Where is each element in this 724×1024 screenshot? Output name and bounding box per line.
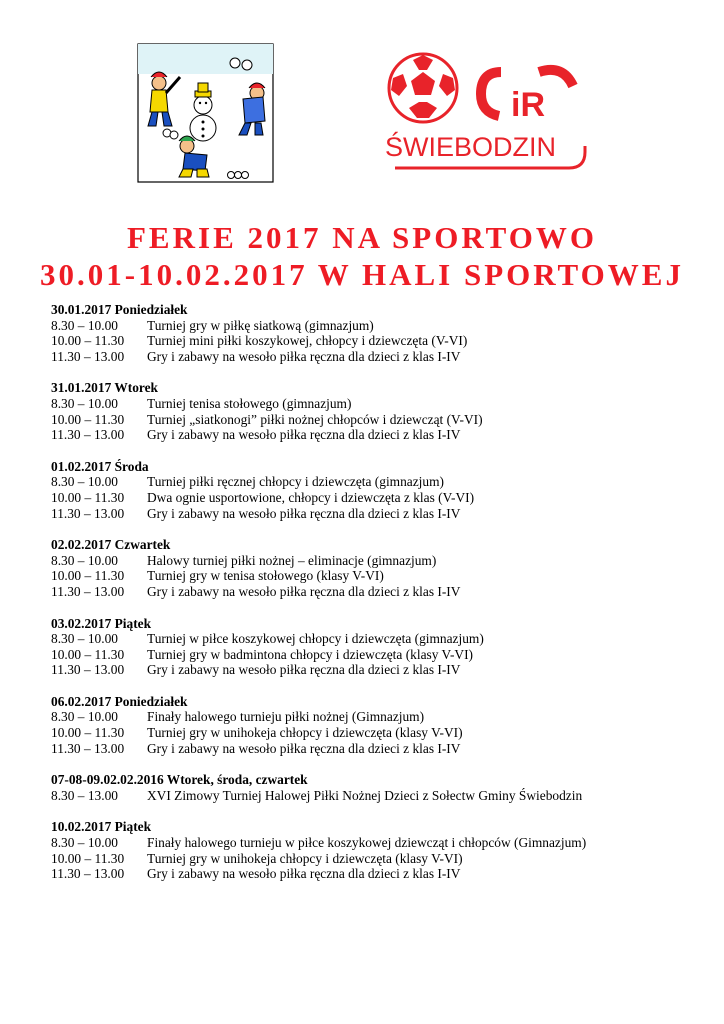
schedule (51, 302, 701, 898)
event-time: 8.30 – 10.00 (51, 631, 118, 647)
event-description: Turniej piłki ręcznej chłopcy i dziewczęta (gimnazjum) (147, 474, 444, 490)
schedule-row (51, 741, 701, 757)
event-time: 11.30 – 13.00 (51, 348, 125, 364)
day-block (51, 694, 701, 756)
event-time: 11.30 – 13.00 (51, 662, 125, 678)
schedule-row (51, 349, 701, 365)
schedule-row (51, 427, 701, 443)
schedule-row (51, 835, 701, 851)
event-time: 8.30 – 10.00 (51, 709, 118, 725)
day-block (51, 616, 701, 678)
event-description: Turniej gry w badmintona chłopcy i dziewczęta (klasy V-VI) (147, 646, 474, 662)
event-description: Turniej gry w piłkę siatkową (gimnazjum) (147, 317, 374, 333)
event-time: 10.00 – 11.30 (51, 411, 125, 427)
event-description: Gry i zabawy na wesoło piłka ręczna dla dzieci z klas I-IV (147, 662, 461, 678)
schedule-row (51, 662, 701, 678)
event-time: 8.30 – 10.00 (51, 552, 118, 568)
event-description: Gry i zabawy na wesoło piłka ręczna dla dzieci z klas I-IV (147, 427, 461, 443)
day-heading: 30.01.2017 Poniedziałek (51, 302, 188, 317)
event-time: 10.00 – 11.30 (51, 489, 125, 505)
event-description: Turniej gry w unihokeja chłopcy i dziewczęta (klasy V-VI) (147, 850, 463, 866)
event-description: Turniej gry w tenisa stołowego (klasy V-VI) (147, 568, 384, 584)
day-block (51, 819, 701, 881)
day-heading: 10.02.2017 Piątek (51, 819, 152, 835)
event-time: 10.00 – 11.30 (51, 850, 125, 866)
winter-kids-snowman-illustration (137, 43, 274, 183)
event-description: Turniej mini piłki koszykowej, chłopcy i dziewczęta (V-VI) (147, 333, 468, 349)
schedule-row (51, 851, 701, 867)
day-heading: 03.02.2017 Piątek (51, 615, 152, 631)
schedule-row (51, 709, 701, 725)
event-description: Turniej gry w unihokeja chłopcy i dziewczęta (klasy V-VI) (147, 725, 463, 741)
event-time: 11.30 – 13.00 (51, 866, 125, 882)
event-time: 11.30 – 13.00 (51, 427, 125, 443)
schedule-row (51, 474, 701, 490)
event-description: Gry i zabawy na wesoło piłka ręczna dla dzieci z klas I-IV (147, 348, 461, 364)
day-block (51, 380, 701, 442)
event-description: Finały halowego turnieju piłki nożnej (Gimnazjum) (147, 709, 425, 725)
event-description: Turniej tenisa stołowego (gimnazjum) (147, 395, 352, 411)
event-time: 10.00 – 11.30 (51, 333, 125, 349)
schedule-row (51, 396, 701, 412)
event-description: Finały halowego turnieju w piłce koszykowej dziewcząt i chłopców (Gimnazjum) (147, 835, 587, 851)
logo-text: ŚWIEBODZIN (385, 132, 557, 162)
schedule-row (51, 568, 701, 584)
schedule-row (51, 725, 701, 741)
event-time: 8.30 – 13.00 (51, 787, 118, 803)
schedule-row (51, 506, 701, 522)
schedule-row (51, 490, 701, 506)
day-block (51, 772, 701, 803)
day-block (51, 537, 701, 599)
event-time: 10.00 – 11.30 (51, 568, 125, 584)
schedule-row (51, 647, 701, 663)
schedule-row (51, 553, 701, 569)
day-heading: 06.02.2017 Poniedziałek (51, 693, 188, 709)
day-block (51, 459, 701, 521)
svg-text:iR: iR (511, 86, 545, 124)
day-heading: 02.02.2017 Czwartek (51, 537, 171, 553)
event-description: Gry i zabawy na wesoło piłka ręczna dla dzieci z klas I-IV (147, 740, 461, 756)
schedule-row (51, 412, 701, 428)
event-time: 10.00 – 11.30 (51, 646, 125, 662)
schedule-row (51, 584, 701, 600)
day-block (51, 302, 701, 364)
event-time: 8.30 – 10.00 (51, 317, 118, 333)
event-description: Gry i zabawy na wesoło piłka ręczna dla dzieci z klas I-IV (147, 583, 461, 599)
schedule-row (51, 631, 701, 647)
event-time: 11.30 – 13.00 (51, 505, 125, 521)
day-heading: 31.01.2017 Wtorek (51, 380, 159, 396)
day-heading: 01.02.2017 Środa (51, 458, 149, 474)
event-time: 8.30 – 10.00 (51, 835, 118, 851)
day-heading: 07-08-09.02.02.2016 Wtorek, środa, czwartek (51, 772, 308, 788)
header (0, 0, 724, 200)
event-description: Turniej w piłce koszykowej chłopcy i dziewczęta (gimnazjum) (147, 631, 484, 647)
event-time: 8.30 – 10.00 (51, 474, 118, 490)
event-description: Halowy turniej piłki nożnej – eliminacje (gimnazjum) (147, 552, 437, 568)
event-time: 8.30 – 10.00 (51, 395, 118, 411)
title-line-1: FERIE 2017 NA SPORTOWO (127, 220, 597, 255)
schedule-row (51, 866, 701, 882)
event-time: 10.00 – 11.30 (51, 725, 125, 741)
event-time: 11.30 – 13.00 (51, 583, 125, 599)
event-description: Turniej „siatkonogi” piłki nożnej chłopców i dziewcząt (V-VI) (147, 411, 483, 427)
event-description: Gry i zabawy na wesoło piłka ręczna dla dzieci z klas I-IV (147, 505, 461, 521)
event-description: Dwa ognie usportowione, chłopcy i dziewczęta z klas (V-VI) (147, 489, 475, 505)
schedule-row (51, 318, 701, 334)
title-line-2: 30.01-10.02.2017 W HALI SPORTOWEJ (40, 257, 684, 292)
event-description: XVI Zimowy Turniej Halowej Piłki Nożnej Dzieci z Sołectw Gminy Świebodzin (147, 787, 583, 803)
event-time: 11.30 – 13.00 (51, 740, 125, 756)
schedule-row (51, 333, 701, 349)
page-title (0, 219, 724, 293)
event-description: Gry i zabawy na wesoło piłka ręczna dla dzieci z klas I-IV (147, 866, 461, 882)
schedule-row (51, 788, 701, 804)
